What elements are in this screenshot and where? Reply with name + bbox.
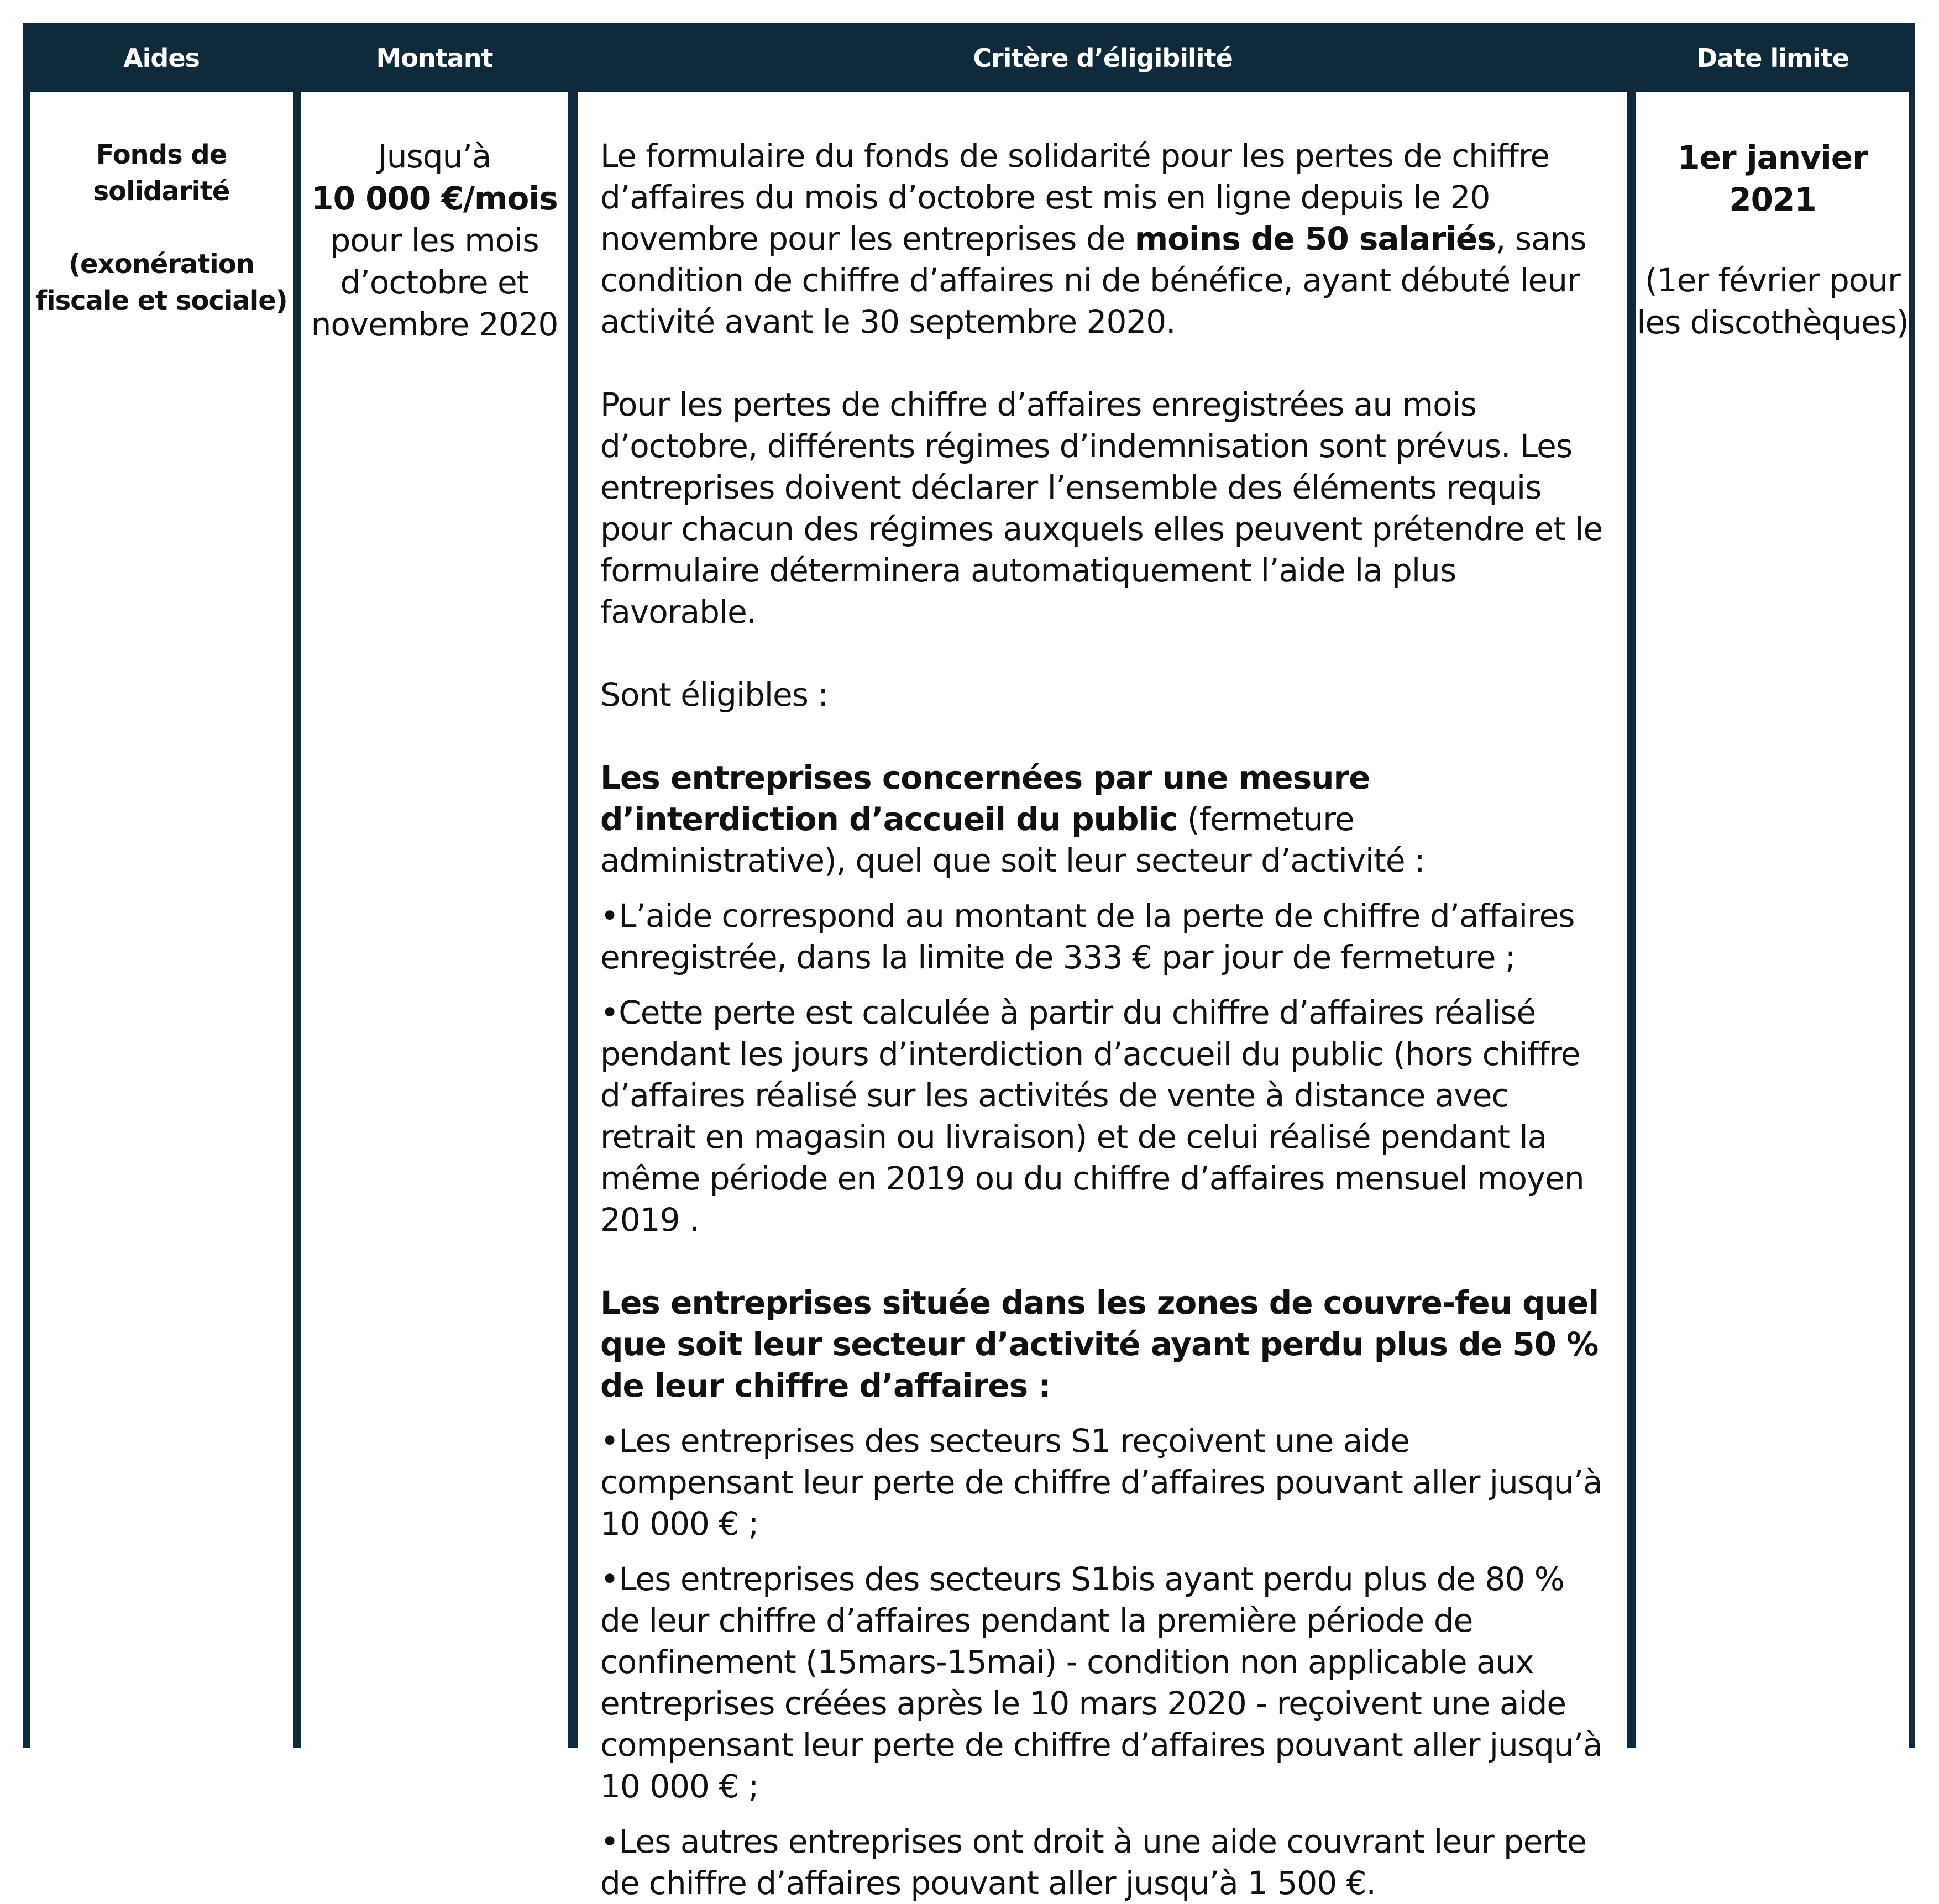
critere-intro [600, 135, 1605, 343]
section-couvre-feu-title: Les entreprises située dans les zones de couvre-feu quel que soit leur secteur d’activité ayant perdu plus de 50 % de leur chiffre d’affaires : [600, 1284, 1599, 1404]
critere-intro-c: , sans condition de chiffre d’affaires ni de bénéfice, ayant débuté leur activité avant le 30 septembre 2020. [600, 220, 1586, 340]
header-date: Date limite [1696, 43, 1849, 73]
header-critere: Critère d’éligibilité [973, 43, 1233, 73]
montant-suffix: pour les mois d’octobre et novembre 2020 [311, 222, 558, 343]
aide-name: Fonds de solidarité [93, 139, 230, 207]
cell-critere [578, 92, 1627, 1902]
header-aides: Aides [123, 43, 200, 73]
critere-regimes: Pour les pertes de chiffre d’affaires enregistrées au mois d’octobre, différents régimes d’indemnisation sont prévus. Les entreprises doivent déclarer l’ensemble des éléments requis pour chacun des régimes auxquels elles peuvent prétendre et le formulaire déterminera automatiquement l’aide la plus favorable. [600, 386, 1603, 631]
section-fermeture-title: Les entreprises concernées par une mesure d’interdiction d’accueil du public [600, 759, 1370, 838]
bullet-fermeture-1: •L’aide correspond au montant de la perte de chiffre d’affaires enregistrée, dans la limite de 333 € par jour de fermeture ; [600, 897, 1575, 976]
date-note: (1er février pour les discothèques) [1637, 261, 1909, 341]
montant-amount: 10 000 €/mois [311, 180, 558, 217]
section-fermeture [600, 757, 1605, 882]
bullet-couvre-feu-2: •Les entreprises des secteurs S1bis ayant perdu plus de 80 % de leur chiffre d’affaires pendant la première période de confinement (15mars-15mai) - condition non applicable aux entreprises créées après le 10 mars 2020 - reçoivent une aide compensant leur perte de chiffre d’affaires pouvant aller jusqu’à 10 000 € ; [600, 1560, 1602, 1805]
bullet-couvre-feu-1: •Les entreprises des secteurs S1 reçoivent une aide compensant leur perte de chiffre d’affaires pouvant aller jusqu’à 10 000 € ; [600, 1422, 1602, 1543]
section-couvre-feu [600, 1282, 1605, 1407]
critere-intro-bold: moins de 50 salariés [1134, 220, 1496, 258]
cell-aides [30, 92, 293, 1748]
critere-intro-a: Le formulaire du fonds de solidarité pour les pertes de chiffre d’affaires du mois d’octobre est mis en ligne depuis le 20 novembre pour les entreprises de [600, 137, 1550, 258]
montant-prefix: Jusqu’à [378, 138, 491, 175]
cell-montant [301, 92, 568, 1748]
section-fermeture-rest: (fermeture administrative), quel que soit leur secteur d’activité : [600, 800, 1425, 879]
aides-table [23, 23, 1915, 1902]
header-montant: Montant [376, 43, 493, 73]
bullet-fermeture-2: •Cette perte est calculée à partir du chiffre d’affaires réalisé pendant les jours d’interdiction d’accueil du public (hors chiffre d’affaires réalisé sur les activités de vente à distance avec retrait en magasin ou livraison) et de celui réalisé pendant la même période en 2019 ou du chiffre d’affaires mensuel moyen 2019 . [600, 994, 1584, 1239]
bullet-couvre-feu-3: •Les autres entreprises ont droit à une aide couvrant leur perte de chiffre d’affaires pouvant aller jusqu’à 1 500 €. [600, 1823, 1586, 1902]
date-main: 1er janvier 2021 [1678, 139, 1868, 218]
critere-eligibles: Sont éligibles : [600, 676, 828, 714]
aide-subtitle: (exonération fiscale et sociale) [35, 249, 287, 316]
cell-date [1636, 92, 1909, 1748]
